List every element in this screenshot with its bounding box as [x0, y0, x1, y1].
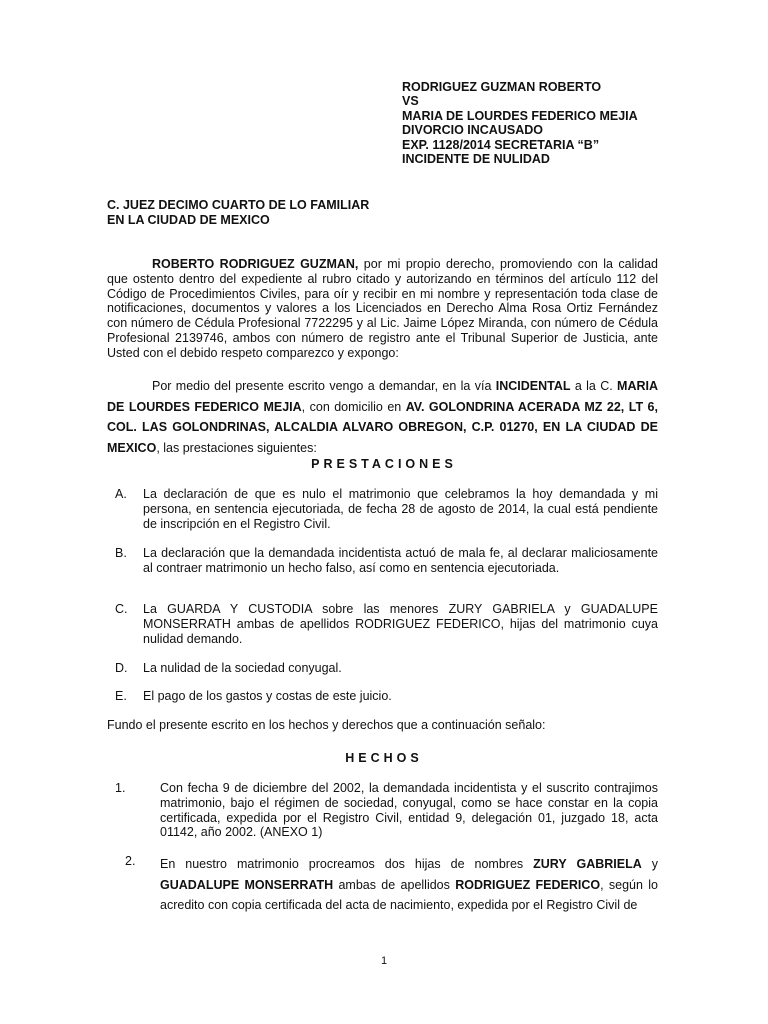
list-item	[107, 602, 658, 646]
hechos-title: HECHOS	[345, 751, 423, 765]
list-item	[107, 487, 658, 531]
header-line: DIVORCIO INCAUSADO	[402, 123, 543, 138]
list-item	[107, 854, 658, 916]
prestaciones-title: PRESTACIONES	[311, 457, 457, 471]
page-number: 1	[380, 955, 388, 967]
item-marker: D.	[115, 661, 128, 675]
demand-text: a la C.	[570, 379, 618, 393]
intro-paragraph	[107, 257, 658, 361]
item-text: Con fecha 9 de diciembre del 2002, la demandada incidentista y el suscrito contrajimos matrimonio, bajo el régimen de sociedad, conyugal, como se hace constar en la copia certificada, expedida por el Registro Civil, entidad 9, delegación 01, juzgado 18, acta 01142, año 2002. (ANEXO 1)	[160, 781, 658, 840]
demand-text: , con domicilio en	[301, 399, 406, 414]
demand-bold: INCIDENTAL	[495, 379, 571, 393]
hecho-text: , según lo acredito con copia certificada del acta de nacimiento, expedida por el Registro Civil de	[160, 877, 659, 912]
header-line: MARIA DE LOURDES FEDERICO MEJIA	[402, 108, 638, 123]
child-name: GUADALUPE MONSERRATH	[160, 877, 334, 892]
item-text: La nulidad de la sociedad conyugal.	[143, 661, 342, 675]
hecho-text: ambas de apellidos	[333, 877, 456, 892]
list-item	[107, 546, 658, 576]
item-marker: A.	[115, 487, 127, 501]
plaintiff-name: ROBERTO RODRIGUEZ GUZMAN,	[152, 257, 359, 271]
header-line: EXP. 1128/2014 SECRETARIA “B”	[402, 137, 600, 152]
header-line: INCIDENTE DE NULIDAD	[402, 152, 550, 167]
header-line: RODRIGUEZ GUZMAN ROBERTO	[402, 80, 602, 94]
child-name: ZURY GABRIELA	[533, 857, 642, 871]
item-marker: E.	[115, 689, 127, 703]
item-marker: C.	[115, 602, 128, 616]
list-item	[107, 661, 658, 676]
list-item	[107, 781, 658, 840]
case-header	[402, 80, 638, 166]
item-text	[160, 854, 658, 916]
item-text: La declaración de que es nulo el matrimonio que celebramos la hoy demandada y mi persona, en sentencia ejecutoriada, de fecha 28 de agosto de 2014, la cual está pendiente de inscripción en el Registro Civil.	[143, 487, 658, 531]
list-item	[107, 689, 658, 704]
defendant-address: AV. GOLONDRINA ACERADA MZ 22, LT 6, COL. LAS GOLONDRINAS, ALCALDIA ALVARO OBREGON, C.P. 01270, EN LA CIUDAD DE MEXICO	[107, 399, 658, 455]
item-marker: B.	[115, 546, 127, 560]
surname: RODRIGUEZ FEDERICO	[455, 877, 601, 892]
item-text: El pago de los gastos y costas de este juicio.	[143, 689, 392, 703]
item-marker: 1.	[115, 781, 126, 795]
defendant-name: MARIA DE LOURDES FEDERICO MEJIA	[107, 379, 658, 414]
item-text: La GUARDA Y CUSTODIA sobre las menores ZURY GABRIELA y GUADALUPE MONSERRATH ambas de apellidos RODRIGUEZ FEDERICO, hijas del matrimonio cuya nulidad demando.	[143, 602, 658, 646]
addressee	[107, 198, 369, 228]
fundo-text: Fundo el presente escrito en los hechos y derechos que a continuación señalo:	[107, 718, 546, 732]
demand-paragraph	[107, 376, 658, 458]
demand-text: , las prestaciones siguientes:	[156, 440, 317, 455]
demand-text: Por medio del presente escrito vengo a demandar, en la vía	[152, 379, 496, 393]
hecho-text: En nuestro matrimonio procreamos dos hijas de nombres	[160, 857, 534, 871]
addressee-line: EN LA CIUDAD DE MEXICO	[107, 213, 270, 227]
hecho-text: y	[641, 857, 658, 871]
item-marker: 2.	[125, 854, 136, 868]
item-text: La declaración que la demandada incidentista actuó de mala fe, al declarar maliciosamente al contraer matrimonio un hecho falso, así como en sentencia ejecutoriada.	[143, 546, 658, 575]
intro-text: por mi propio derecho, promoviendo con la calidad que ostento dentro del expediente al rubro citado y autorizando en términos del artículo 112 del Código de Procedimientos Civiles, para oír y recibir en mi nombre y representación toda clase de notificaciones, documentos y valores a los Licenciados en Derecho Alma Rosa Ortiz Fernández con número de Cédula Profesional 7722295 y al Lic. Jaime López Miranda, con número de Cédula Profesional 2139746, ambos con número de registro ante el Tribunal Superior de Justicia, ante Usted con el debido respeto comparezco y expongo:	[107, 257, 658, 360]
header-line: VS	[402, 94, 419, 109]
addressee-line: C. JUEZ DECIMO CUARTO DE LO FAMILIAR	[107, 198, 370, 212]
